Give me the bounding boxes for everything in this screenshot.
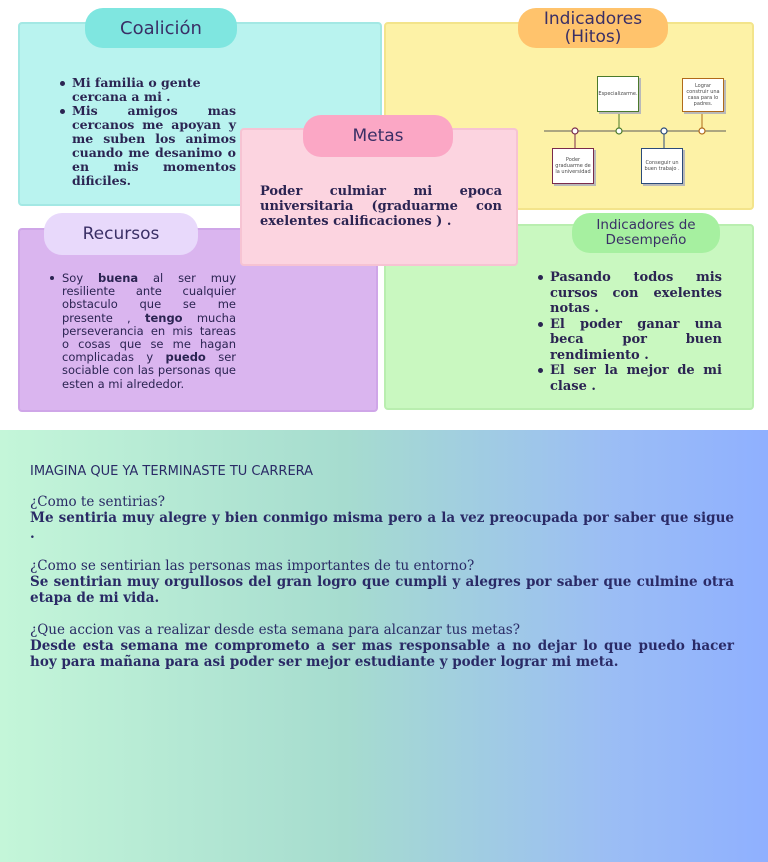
milestone-box: Poder graduarme de la universidad [552,148,594,184]
reflection-section [0,430,768,862]
recursos-text: al ser muy resiliente ante cualquier obstaculo que se me presente , [62,271,236,325]
list-item: Mis amigos mas cercanos me apoyan y me suben los animos cuando me desanimo o en mis momentos dificiles. [58,104,236,188]
desempeno-list [536,270,722,394]
list-item: El ser la mejor de mi clase . [536,363,722,394]
question-1: ¿Como te sentirias? [30,494,165,510]
recursos-emphasis: puedo [165,350,206,365]
recursos-title: Recursos [44,213,198,255]
list-item: Pasando todos mis cursos con exelentes notas . [536,270,722,317]
answer-2: Se sentirian muy orgullosos del gran logro que cumpli y alegres por saber que culmine otra etapa de mi vida. [30,574,734,606]
coalicion-title: Coalición [85,8,237,48]
list-item [48,272,236,391]
milestone-timeline [540,74,730,186]
metas-title: Metas [303,115,453,157]
question-3: ¿Que accion vas a realizar desde esta semana para alcanzar tus metas? [30,622,520,638]
metas-text: Poder culmiar mi epoca universitaria (graduarme con exelentes calificaciones ) . [260,184,502,229]
list-item: El poder ganar una beca por buen rendimiento . [536,317,722,364]
reflection-heading: IMAGINA QUE YA TERMINASTE TU CARRERA [30,464,314,479]
coalicion-list [58,76,236,188]
list-item: Mi familia o gente cercana a mi . [58,76,236,104]
desempeno-title-line1: Indicadores de [596,217,696,233]
question-2: ¿Como se sentirian las personas mas importantes de tu entorno? [30,558,475,574]
recursos-emphasis: buena [97,271,139,285]
desempeno-title-line2: Desempeño [605,232,687,248]
recursos-emphasis: tengo [144,310,183,325]
answer-3: Desde esta semana me comprometo a ser mas responsable a no dejar lo que puedo hacer hoy para mañana para asi poder ser mejor estudiante y poder lograr mi meta. [30,638,734,670]
recursos-text: mucha perseverancia en mis tareas o cosas que se me hagan complicadas y [62,310,236,365]
indicadores-title-line1: Indicadores [543,9,643,29]
milestone-box: Lograr construir una casa para lo padres. [682,78,724,112]
recursos-text: ser sociable con las personas que esten a mi alrededor. [62,350,236,391]
indicadores-title [518,8,668,48]
milestone-box: Conseguir un buen trabajo . [641,148,683,184]
answer-1: Me sentiria muy alegre y bien conmigo misma pero a la vez preocupada por saber que sigue . [30,510,734,542]
milestone-box: Especializarme. [597,76,639,112]
desempeno-title [572,213,720,253]
recursos-list [48,272,236,391]
indicadores-title-line2: (Hitos) [564,27,622,47]
recursos-text: Soy [62,271,98,285]
